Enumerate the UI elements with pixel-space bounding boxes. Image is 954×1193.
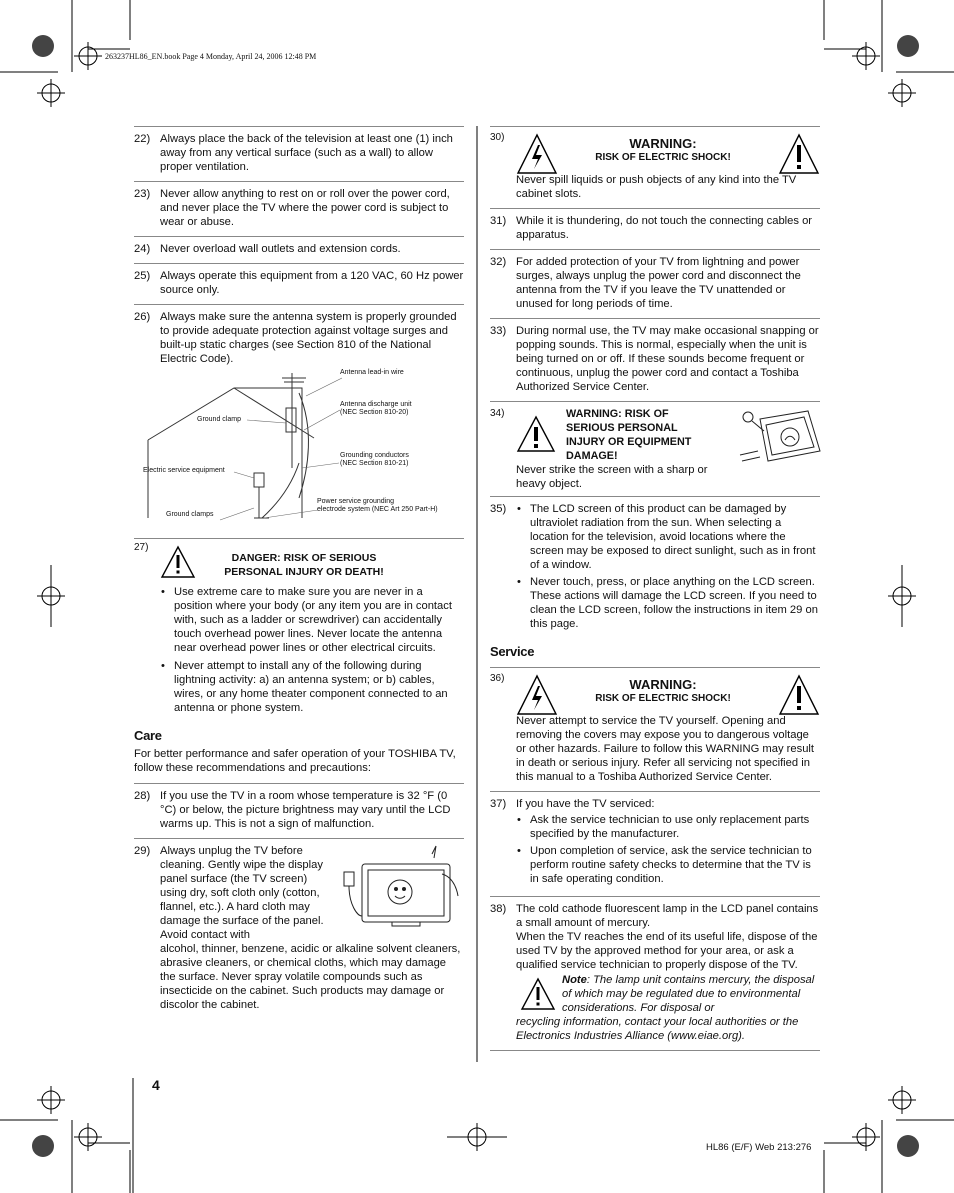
warning-notice: WARNING: RISK OF ELECTRIC SHOCK! xyxy=(595,136,731,163)
bullet-item: • Use extreme care to make sure you are never in a position where your body (or any item you are in contact with, such as a ladder or screwdriver) can accidentally touch overhead power lines. Never locate the antenna near overhead power lines or other electrical circuits. xyxy=(160,585,464,655)
left-column xyxy=(134,126,464,1019)
tv-cleaning-illustration xyxy=(332,844,464,928)
service-heading: Service xyxy=(490,644,535,659)
caution-triangle-icon xyxy=(516,415,556,453)
warning-notice: WARNING: RISK OF ELECTRIC SHOCK! xyxy=(595,677,731,704)
list-item: 38) The cold cathode fluorescent lamp in the LCD panel contains a small amount of mercury. When the TV reaches the end of its useful life, dispose of the used TV by the approved method for your area, or ask a qualified service technician to properly dispose of the TV. Note: The lamp unit contains mercury, the disposal of which may be regulated due to environmental considerations. For disposal or recycling information, contact your local authorities or the Electronics Industries Alliance (www.eiae.org). xyxy=(490,896,820,1051)
label-discharge-unit: Antenna discharge unit (NEC Section 810-20) xyxy=(340,401,412,416)
list-item: 24) Never overload wall outlets and extension cords. xyxy=(134,236,464,263)
list-item: 35) • The LCD screen of this product can be damaged by ultraviolet radiation from the sun. When selecting a location for the television, avoid locations where the screen may be exposed to direct sunlight, such as in front of a window. • Never touch, press, or place anything on the LCD screen. These actions will damage the LCD screen. If you need to clean the LCD screen, follow the instructions in item 29 on this page. xyxy=(490,496,820,641)
bullet-item: • Never attempt to install any of the following during lightning activity: a) an antenna system; or b) cables, wires, or any home theater component connected to an antenna or phone system. xyxy=(160,659,464,715)
label-electric-service: Electric service equipment xyxy=(143,467,225,474)
electric-shock-icon xyxy=(516,133,558,175)
danger-notice: DANGER: RISK OF SERIOUS PERSONAL INJURY OR DEATH! xyxy=(224,552,384,578)
label-ground-clamps: Ground clamps xyxy=(166,511,214,518)
label-antenna-lead: Antenna lead-in wire xyxy=(340,369,404,376)
label-grounding-conductors: Grounding conductors (NEC Section 810-21) xyxy=(340,452,409,467)
caution-triangle-icon xyxy=(778,674,820,716)
label-power-grounding: Power service grounding electrode system (NEC Art 250 Part-H) xyxy=(317,498,438,513)
list-item: 23) Never allow anything to rest on or roll over the power cord, and never place the TV where the power cord is subject to wear or abuse. xyxy=(134,181,464,236)
caution-triangle-icon xyxy=(160,545,196,579)
bullet-item: • Ask the service technician to use only replacement parts specified by the manufacturer. xyxy=(516,813,820,841)
right-column xyxy=(490,126,820,1051)
list-item: 34) WARNING: RISK OF SERIOUS PERSONAL INJURY OR EQUIPMENT DAMAGE! Never strike the screen with a sharp or heavy object. xyxy=(490,401,820,496)
tv-impact-illustration xyxy=(738,407,824,465)
mercury-note: Note: The lamp unit contains mercury, the disposal of which may be regulated due to environmental considerations. For disposal or xyxy=(516,973,820,1015)
caution-triangle-icon xyxy=(778,133,820,175)
list-item: 22) Always place the back of the television at least one (1) inch away from any vertical surface (such as a wall) to allow proper ventilation. xyxy=(134,126,464,181)
list-item: 26) Always make sure the antenna system is properly grounded to provide adequate protection against voltage surges and built-up static charges (see Section 810 of the National Electric Code). xyxy=(134,304,464,366)
list-item: 28) If you use the TV in a room whose temperature is 32 °F (0 °C) or below, the picture brightness may vary until the LCD warms up. This is not a sign of malfunction. xyxy=(134,783,464,838)
list-item: 36) WARNING: RISK OF ELECTRIC SHOCK! Never attempt to service the TV yourself. Opening and removing the covers may expose you to dangerous voltage or other hazards. Failure to follow this WARNING may result in death or serious injury. Refer all servicing not specified in this manual to a Toshiba Authorized Service Center. xyxy=(490,667,820,791)
antenna-grounding-diagram xyxy=(134,368,464,538)
book-info-line: 263237HL86_EN.book Page 4 Monday, April 24, 2006 12:48 PM xyxy=(105,52,317,61)
list-item: 25) Always operate this equipment from a 120 VAC, 60 Hz power source only. xyxy=(134,263,464,304)
list-item: 33) During normal use, the TV may make occasional snapping or popping sounds. This is normal, especially when the unit is being turned on or off. If these sounds become frequent or continuous, unplug the power cord and contact a Toshiba Authorized Service Center. xyxy=(490,318,820,401)
list-item: 31) While it is thundering, do not touch the connecting cables or apparatus. xyxy=(490,208,820,249)
page-number: 4 xyxy=(152,1077,160,1093)
footer-code: HL86 (E/F) Web 213:276 xyxy=(706,1142,812,1153)
electric-shock-icon xyxy=(516,674,558,716)
list-item: 30) WARNING: RISK OF ELECTRIC SHOCK! Never spill liquids or push objects of any kind into the TV cabinet slots. xyxy=(490,126,820,208)
care-heading: Care xyxy=(134,728,162,743)
bullet-item: • Upon completion of service, ask the service technician to perform routine safety checks to determine that the TV is in safe operating condition. xyxy=(516,844,820,886)
list-item: 32) For added protection of your TV from lightning and power surges, always unplug the power cord and disconnect the antenna from the TV if you leave the TV unattended or unused for long periods of time. xyxy=(490,249,820,318)
list-item: 29) Always unplug the TV before cleaning. Gently wipe the display panel surface (the TV screen) using dry, soft cloth only (cotton, flannel, etc.). A hard cloth may damage the surface of the panel. Avoid contact with alcohol, thinner, benzene, acidic or alkaline solvent cleaners, abrasive cleaners, or chemical cloths, which may damage the surface. Never spray volatile compounds such as insecticide on the cabinet. Such products may damage or discolor the cabinet. xyxy=(134,838,464,1019)
bullet-item: • Never touch, press, or place anything on the LCD screen. These actions will damage the LCD screen. If you need to clean the LCD screen, follow the instructions in item 29 on this page. xyxy=(516,575,820,631)
bullet-item: • The LCD screen of this product can be damaged by ultraviolet radiation from the sun. When selecting a location for the television, avoid locations where the screen may be exposed to direct sunlight, such as in front of a window. xyxy=(516,502,820,572)
list-item: 37) If you have the TV serviced: • Ask the service technician to use only replacement parts specified by the manufacturer. • Upon completion of service, ask the service technician to perform routine safety checks to determine that the TV is in safe operating condition. xyxy=(490,791,820,896)
care-intro: For better performance and safer operation of your TOSHIBA TV, follow these recommendations and precautions: xyxy=(134,748,456,774)
list-item: 27) DANGER: RISK OF SERIOUS PERSONAL INJURY OR DEATH! • Use extreme care to make sure you are never in a position where your body (or any item you are in contact with, such as a ladder or screwdriver) can accidentally touch overhead power lines. Never locate the antenna near overhead power lines or other electrical circuits. • Never attempt to install any of the following during lightning activity: a) an antenna system; or b) cables, wires, or any home theater component connected to an antenna or phone system. xyxy=(134,538,464,725)
warning-notice: WARNING: RISK OF SERIOUS PERSONAL INJURY OR EQUIPMENT DAMAGE! xyxy=(566,408,692,462)
caution-triangle-icon xyxy=(520,977,556,1011)
label-ground-clamp: Ground clamp xyxy=(197,416,241,423)
